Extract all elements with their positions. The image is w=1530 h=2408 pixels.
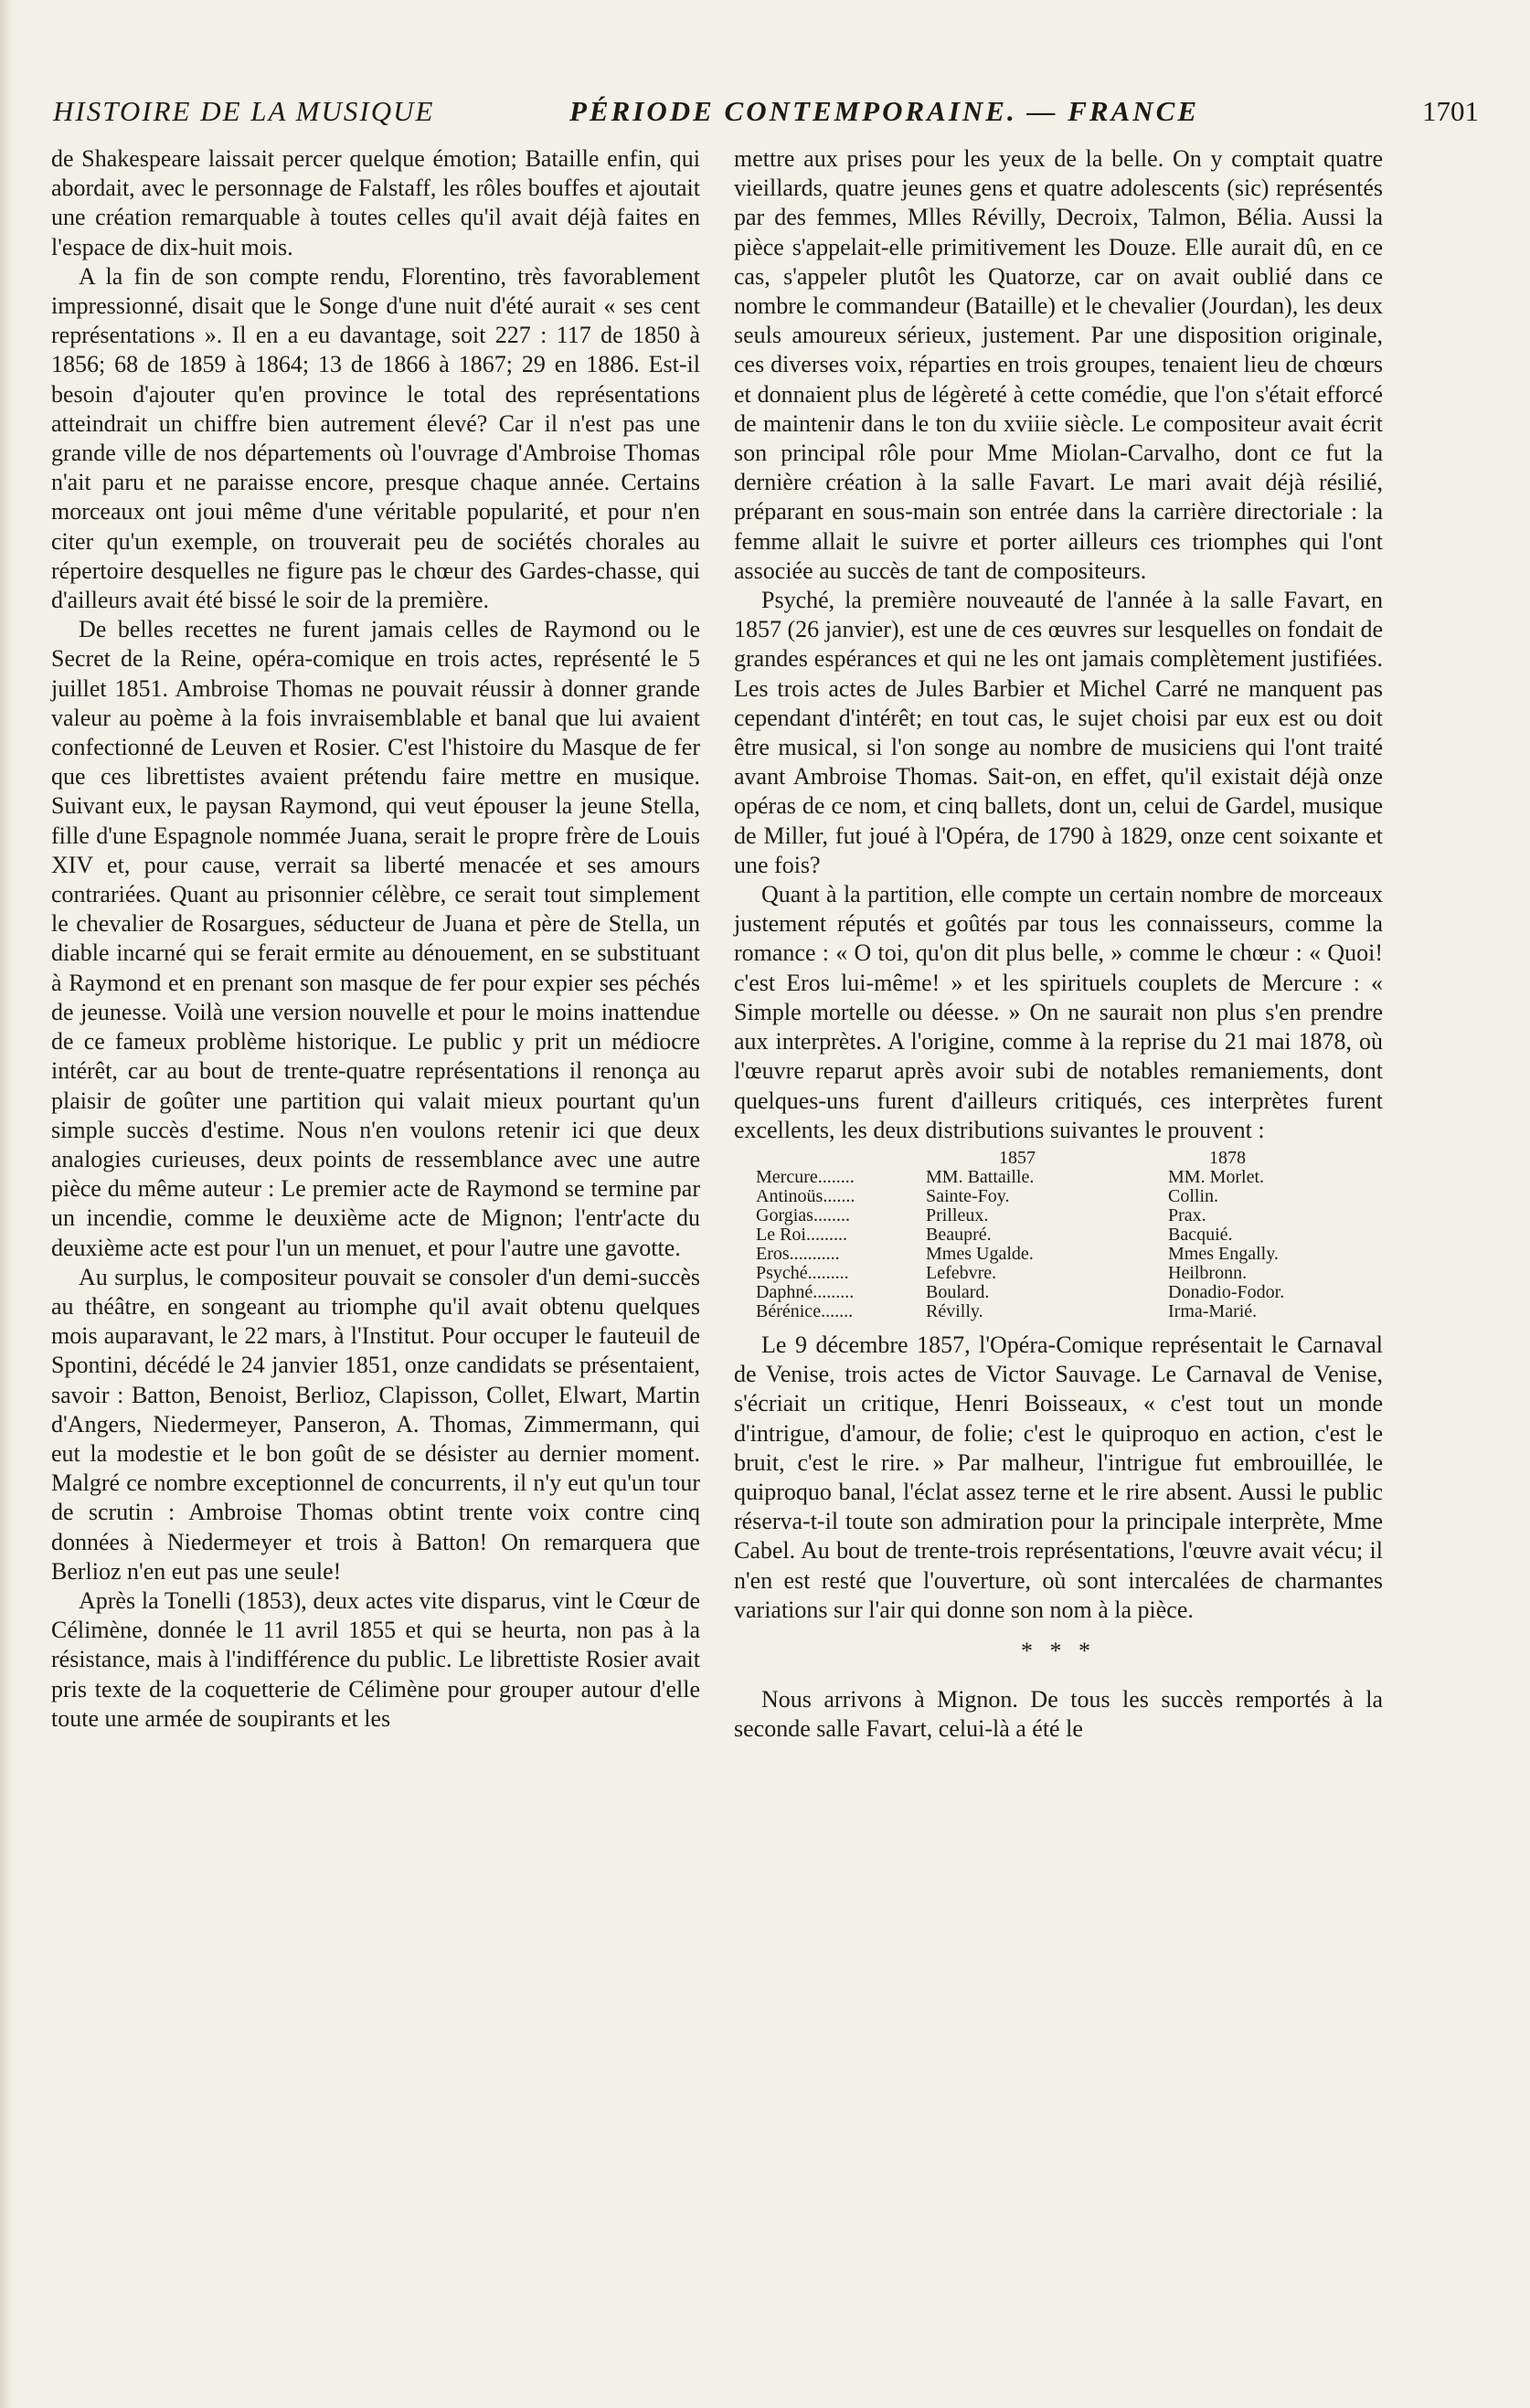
- cast-row: [734, 1302, 1383, 1321]
- paragraph: A la fin de son compte rendu, Florentino, très favorablement impressionné, disait que le Songe d'une nuit d'été aurait « ses cent représentations ». Il en a eu davantage, soit 227 : 117 de 1850 à 1856; 68 de 1859 à 1864; 13 de 1866 à 1867; 29 en 1886. Est-il besoin d'ajouter qu'en province le total des représentations atteindrait un chiffre bien autrement élevé? Car il n'est pas une grande ville de nos départements où l'ouvrage d'Ambroise Thomas n'ait paru et ne paraisse encore, presque chaque année. Certains morceaux ont joui même d'une véritable popularité, et pour n'en citer qu'un exemple, on trouverait peu de sociétés chorales au répertoire desquelles ne figure pas le chœur des Gardes-chasse, qui d'ailleurs avait été bissé le soir de la première.: [51, 262, 700, 614]
- cast-singer-1857: Prilleux.: [926, 1204, 989, 1225]
- cast-singer-1857: Sainte-Foy.: [926, 1185, 1010, 1206]
- header-left-title: HISTOIRE DE LA MUSIQUE: [53, 95, 435, 127]
- running-header: [53, 95, 1479, 137]
- cast-singer-1878: MM. Morlet.: [1168, 1166, 1264, 1187]
- paragraph: Psyché, la première nouveauté de l'année à la salle Favart, en 1857 (26 janvier), est une de ces œuvres sur lesquelles on fondait de grandes espérances et qui ne les ont jamais complètement justifiées. Les trois actes de Jules Barbier et Michel Carré ne manquent pas cependant d'intérêt; en tout cas, le sujet choisi par eux est ou doit être musical, si l'on songe au nombre de musiciens qui l'ont traité avant Ambroise Thomas. Sait-on, en effet, qu'il existait déjà onze opéras de ce nom, et cinq ballets, dont un, celui de Gardel, musique de Miller, fut joué à l'Opéra, de 1790 à 1829, onze cent soixante et une fois?: [734, 587, 1383, 878]
- cast-role: Le Roi.........: [756, 1224, 847, 1245]
- cast-row: [734, 1225, 1383, 1245]
- cast-table: [734, 1149, 1383, 1321]
- cast-table-header: [734, 1149, 1383, 1168]
- cast-singer-1857: MM. Battaille.: [926, 1166, 1035, 1187]
- right-column: [734, 144, 1383, 1744]
- cast-row: [734, 1245, 1383, 1264]
- cast-singer-1857: Révilly.: [926, 1300, 983, 1321]
- cast-year-1857: 1857: [999, 1147, 1036, 1168]
- cast-singer-1878: Donadio-Fodor.: [1168, 1281, 1285, 1302]
- cast-role: Bérénice.......: [756, 1300, 854, 1321]
- cast-singer-1878: Heilbronn.: [1168, 1262, 1248, 1283]
- section-separator: * * *: [1021, 1637, 1096, 1664]
- cast-row: [734, 1283, 1383, 1302]
- cast-singer-1857: Boulard.: [926, 1281, 990, 1302]
- cast-role: Mercure........: [756, 1166, 855, 1187]
- cast-role: Daphné.........: [756, 1281, 855, 1302]
- cast-singer-1857: Mmes Ugalde.: [926, 1243, 1034, 1264]
- paragraph: Quant à la partition, elle compte un certain nombre de morceaux justement réputés et goûtés par tous les connaisseurs, comme la romance : « O toi, qu'on dit plus belle, » comme le chœur : « Quoi! c'est Eros lui-même! » et les spirituels couplets de Mercure : « Simple mortelle ou déesse. » On ne saurait non plus s'en prendre aux interprètes. A l'origine, comme à la reprise du 21 mai 1878, où l'œuvre reparut après avoir subi de notables remaniements, dont quelques-uns furent d'ailleurs critiqués, ces interprètes furent excellents, les deux distributions suivantes le prouvent :: [734, 881, 1383, 1143]
- cast-row: [734, 1206, 1383, 1225]
- cast-year-1878: 1878: [1209, 1147, 1246, 1168]
- left-column: [51, 144, 700, 1734]
- cast-role: Eros...........: [756, 1243, 840, 1264]
- paragraph: mettre aux prises pour les yeux de la belle. On y comptait quatre vieillards, quatre jeunes gens et quatre adolescents (sic) représentés par des femmes, Mlles Révilly, Decroix, Talmon, Bélia. Aussi la pièce s'appelait-elle primitivement les Douze. Elle aurait dû, en ce cas, s'appeler plutôt les Quatorze, car on avait oublié dans ce nombre le commandeur (Bataille) et le chevalier (Jourdan), les deux seuls amoureux sérieux, justement. Par une disposition originale, ces diverses voix, réparties en trois groupes, tenaient lieu de chœurs et donnaient plus de légèreté à cette comédie, que l'on s'était efforcé de maintenir dans le ton du xviiie siècle. Le compositeur avait écrit son principal rôle pour Mme Miolan-Carvalho, dont ce fut la dernière création à la salle Favart. Le mari avait déjà résilié, préparant en sous-main son entrée dans la carrière directoriale : la femme allait le suivre et porter ailleurs ces triomphes qui l'ont associée au succès de tant de compositeurs.: [734, 145, 1383, 584]
- cast-row: [734, 1264, 1383, 1283]
- paragraph: De belles recettes ne furent jamais celles de Raymond ou le Secret de la Reine, opéra-comique en trois actes, représenté le 5 juillet 1851. Ambroise Thomas ne pouvait réussir à donner grande valeur au poème à la fois invraisemblable et banal que lui avaient confectionné de Leuven et Rosier. C'est l'histoire du Masque de fer que ces librettistes avaient prétendu faire mettre en musique. Suivant eux, le paysan Raymond, qui veut épouser la jeune Stella, fille d'une Espagnole nommée Juana, serait le propre frère de Louis XIV et, pour cause, verrait sa liberté menacée et ses amours contrariées. Quant au prisonnier célèbre, ce serait tout simplement le chevalier de Rosargues, séducteur de Juana et père de Stella, un diable incarné qui se ferait ermite au dénouement, en se substituant à Raymond et en prenant son masque de fer pour expier ses péchés de jeunesse. Voilà une version nouvelle et pour le moins inattendue de ce fameux problème historique. Le public y prit un médiocre intérêt, car au bout de trente-quatre représentations il renonça au plaisir de goûter une partition qui valait mieux pourtant qu'un simple succès d'estime. Nous n'en voulons retenir ici que deux analogies curieuses, deux points de ressemblance avec une autre pièce du même auteur : Le premier acte de Raymond se termine par un incendie, comme le deuxième acte de Mignon; l'entr'acte du deuxième acte est pour l'un un menuet, et pour l'autre une gavotte.: [51, 616, 700, 1261]
- cast-role: Psyché.........: [756, 1262, 849, 1283]
- cast-row: [734, 1187, 1383, 1206]
- cast-singer-1857: Lefebvre.: [926, 1262, 997, 1283]
- page-edge-shadow: [0, 0, 13, 2408]
- cast-singer-1878: Mmes Engally.: [1168, 1243, 1279, 1264]
- paragraph: de Shakespeare laissait percer quelque émotion; Bataille enfin, qui abordait, avec le personnage de Falstaff, les rôles bouffes et ajoutait une création remarquable à toutes celles qu'il avait déjà faites en l'espace de dix-huit mois.: [51, 145, 700, 260]
- cast-row: [734, 1168, 1383, 1187]
- cast-singer-1878: Prax.: [1168, 1204, 1206, 1225]
- cast-singer-1857: Beaupré.: [926, 1224, 992, 1245]
- page-number: 1701: [1422, 95, 1479, 127]
- cast-role: Antinoüs.......: [756, 1185, 855, 1206]
- paragraph: Nous arrivons à Mignon. De tous les succès remportés à la seconde salle Favart, celui-là a été le: [734, 1685, 1383, 1743]
- cast-singer-1878: Collin.: [1168, 1185, 1219, 1206]
- cast-singer-1878: Irma-Marié.: [1168, 1300, 1258, 1321]
- cast-role: Gorgias........: [756, 1204, 850, 1225]
- paragraph: Au surplus, le compositeur pouvait se consoler d'un demi-succès au théâtre, en songeant au triomphe qu'il avait obtenu quelques mois auparavant, le 22 mars, à l'Institut. Pour occuper le fauteuil de Spontini, décédé le 24 janvier 1851, onze candidats se présentaient, savoir : Batton, Benoist, Berlioz, Clapisson, Collet, Elwart, Martin d'Angers, Niedermeyer, Panseron, A. Thomas, Zimmermann, qui eut la modestie et le bon goût de se désister au dernier moment. Malgré ce nombre exceptionnel de concurrents, il n'y eut qu'un tour de scrutin : Ambroise Thomas obtint trente voix contre cinq données à Niedermeyer et trois à Batton! On remarquera que Berlioz n'en eut pas une seule!: [51, 1263, 700, 1585]
- paragraph: Après la Tonelli (1853), deux actes vite disparus, vint le Cœur de Célimène, donnée le 11 avril 1855 et qui se heurta, non pas à la résistance, mais à l'indifférence du public. Le librettiste Rosier avait pris texte de la coquetterie de Célimène pour grouper autour d'elle toute une armée de soupirants et les: [51, 1586, 700, 1732]
- paragraph: Le 9 décembre 1857, l'Opéra-Comique représentait le Carnaval de Venise, trois actes de Victor Sauvage. Le Carnaval de Venise, s'écriait un critique, Henri Boisseaux, « c'est tout un monde d'intrigue, d'amour, de folie; c'est le quiproquo en action, c'est le bruit, c'est le rire. » Par malheur, l'intrigue fut embrouillée, le quiproquo banal, l'éclat assez terne et le rire absent. Aussi le public réserva-t-il toute son admiration pour la principale interprète, Mme Cabel. Au bout de trente-trois représentations, l'œuvre avait vécu; il n'en est resté que l'ouverture, où sont intercalées de charmantes variations sur l'air qui donne son nom à la pièce.: [734, 1331, 1383, 1623]
- header-section-title: PÉRIODE CONTEMPORAINE. — FRANCE: [569, 95, 1200, 127]
- cast-singer-1878: Bacquié.: [1168, 1224, 1233, 1245]
